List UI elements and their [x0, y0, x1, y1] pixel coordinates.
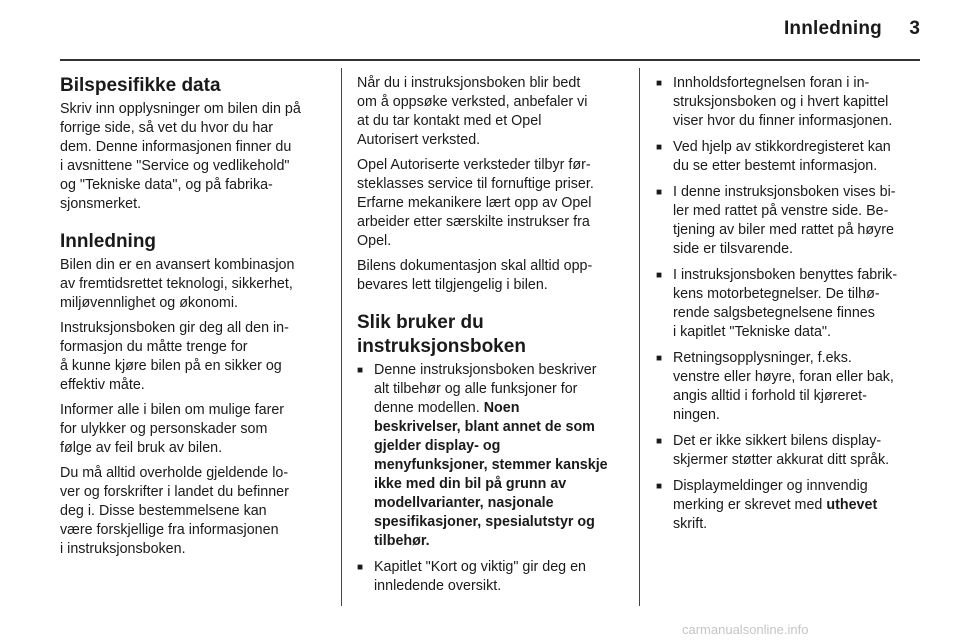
text-line: forrige side, så vet du hvor du har [60, 120, 273, 136]
list-item [656, 266, 922, 342]
text-line: ■ Denne instruksjonsboken beskriver [374, 362, 597, 378]
text-line: sjonsmerket. [60, 196, 142, 212]
text-line: for ulykker og personskader som [60, 421, 268, 437]
list-item [357, 361, 623, 551]
text-line: Informer alle i bilen om mulige farer [60, 402, 285, 418]
list-item [656, 432, 922, 470]
text-line: miljøvennlighet og økonomi. [60, 295, 238, 311]
info-bullet-list [656, 74, 922, 534]
list-item [656, 349, 922, 425]
text-line: Opel. [357, 233, 392, 249]
text-line: side er tilsvarende. [673, 241, 793, 257]
bold-text-line: beskrivelser, blant annet de som [374, 419, 595, 435]
text-line: og "Tekniske data", og på fabrika- [60, 177, 273, 193]
text-line: Erfarne mekanikere lært opp av Opel [357, 195, 592, 211]
watermark: carmanualsonline.info [682, 622, 809, 637]
text-line: Instruksjonsboken gir deg all den in- [60, 320, 289, 336]
text-line: Skriv inn opplysninger om bilen din på [60, 101, 301, 117]
text-line: ■ Kapitlet "Kort og viktig" gir deg en [374, 559, 587, 575]
paragraph-warning [60, 401, 330, 458]
list-item [357, 558, 623, 596]
text-line: arbeider etter særskilte instrukser fra [357, 214, 590, 230]
text-line: ■ Displaymeldinger og innvendig [673, 478, 868, 494]
heading-line: instruksjonsboken [357, 336, 526, 357]
heading-bilspesifikke-data: Bilspesifikke data [60, 75, 221, 96]
bold-text-line: modellvarianter, nasjonale [374, 495, 554, 511]
text-line: Når du i instruksjonsboken blir bedt [357, 75, 581, 91]
paragraph-laws [60, 464, 330, 559]
text-line: tjening av biler med rattet på høyre [673, 222, 894, 238]
text-run: merking er skrevet med [673, 497, 823, 513]
column-divider-1 [341, 68, 342, 606]
text-line: formasjon du måtte trenge for [60, 339, 248, 355]
bold-text-line: gjelder display- og [374, 438, 501, 454]
text-line: viser hvor du finner informasjonen. [673, 113, 893, 129]
text-line: av fremtidsrettet teknologi, sikkerhet, [60, 276, 293, 292]
header-rule [60, 59, 920, 61]
paragraph-authorised-service [357, 156, 623, 251]
text-line: følge av feil bruk av bilen. [60, 440, 223, 456]
text-line: ler med rattet på venstre side. Be- [673, 203, 889, 219]
page-header-title: Innledning [783, 18, 882, 39]
paragraph-intro [60, 256, 330, 313]
page-number: 3 [909, 18, 920, 39]
heading-how-to-use [357, 311, 623, 359]
bold-text-line: ikke med din bil på grunn av [374, 476, 567, 492]
text-line: ver og forskrifter i landet du befinner [60, 484, 289, 500]
column-2 [357, 74, 623, 603]
bold-text-line: menyfunksjoner, stemmer kanskje [374, 457, 608, 473]
text-line: struksjonsboken og i hvert kapittel [673, 94, 889, 110]
text-line: Bilen din er en avansert kombinasjon [60, 257, 295, 273]
text-line: ■ Retningsopplysninger, f.eks. [673, 350, 852, 366]
text-line: dem. Denne informasjonen finner du [60, 139, 292, 155]
text-line: å kunne kjøre bilen på en sikker og [60, 358, 282, 374]
paragraph-manual-info [60, 319, 330, 395]
heading-line: Slik bruker du [357, 312, 484, 333]
paragraph-vehicle-data [60, 100, 330, 214]
text-line: om å oppsøke verksted, anbefaler vi [357, 94, 588, 110]
text-line: i avsnittene "Service og vedlikehold" [60, 158, 290, 174]
text-line [673, 496, 922, 515]
list-item [656, 74, 922, 131]
text-line: Autorisert verksted. [357, 132, 481, 148]
text-line: angis alltid i forhold til kjøreret- [673, 388, 867, 404]
text-line: deg i. Disse bestemmelsene kan [60, 503, 267, 519]
text-line: effektiv måte. [60, 377, 145, 393]
text-line: ningen. [673, 407, 720, 423]
text-line: i kapitlet "Tekniske data". [673, 324, 831, 340]
text-line: rende salgsbetegnelsene finnes [673, 305, 875, 321]
list-item [656, 477, 922, 534]
bold-text-line: spesifikasjoner, spesialutstyr og [374, 514, 595, 530]
column-divider-2 [639, 68, 640, 606]
text-line: bevares lett tilgjengelig i bilen. [357, 277, 548, 293]
text-line: steklasses service til fornuftige priser. [357, 176, 594, 192]
text-line: Opel Autoriserte verksteder tilbyr før- [357, 157, 591, 173]
text-line: Du må alltid overholde gjeldende lo- [60, 465, 289, 481]
text-line: innledende oversikt. [374, 578, 502, 594]
text-line: ■ Innholdsfortegnelsen foran i in- [673, 75, 870, 91]
list-item [656, 183, 922, 259]
text-line: du se etter bestemt informasjon. [673, 158, 878, 174]
text-line: at du tar kontakt med et Opel [357, 113, 542, 129]
text-line: ■ Ved hjelp av stikkordregisteret kan [673, 139, 891, 155]
paragraph-documentation [357, 257, 623, 295]
text-line: være forskjellige fra informasjonen [60, 522, 279, 538]
text-line: ■ I instruksjonsboken benyttes fabrik- [673, 267, 898, 283]
heading-innledning: Innledning [60, 231, 157, 252]
text-line: ■ I denne instruksjonsboken vises bi- [673, 184, 896, 200]
text-line: ■ Det er ikke sikkert bilens display- [673, 433, 882, 449]
text-line [374, 399, 623, 418]
text-line: kens motorbetegnelser. De tilhø- [673, 286, 880, 302]
text-line: skrift. [673, 516, 708, 532]
paragraph-workshop [357, 74, 623, 150]
text-line: Bilens dokumentasjon skal alltid opp- [357, 258, 593, 274]
text-line: i instruksjonsboken. [60, 541, 186, 557]
bold-text-line: tilbehør. [374, 533, 430, 549]
text-line: alt tilbehør og alle funksjoner for [374, 381, 578, 397]
list-item [656, 138, 922, 176]
bold-text: Noen [483, 400, 520, 416]
column-1 [60, 74, 330, 565]
text-line: skjermer støtter akkurat ditt språk. [673, 452, 890, 468]
text-line: venstre eller høyre, foran eller bak, [673, 369, 894, 385]
usage-bullet-list [357, 361, 623, 596]
text-run: denne modellen. [374, 400, 480, 416]
bold-text: uthevet [826, 497, 878, 513]
column-3 [656, 74, 922, 541]
